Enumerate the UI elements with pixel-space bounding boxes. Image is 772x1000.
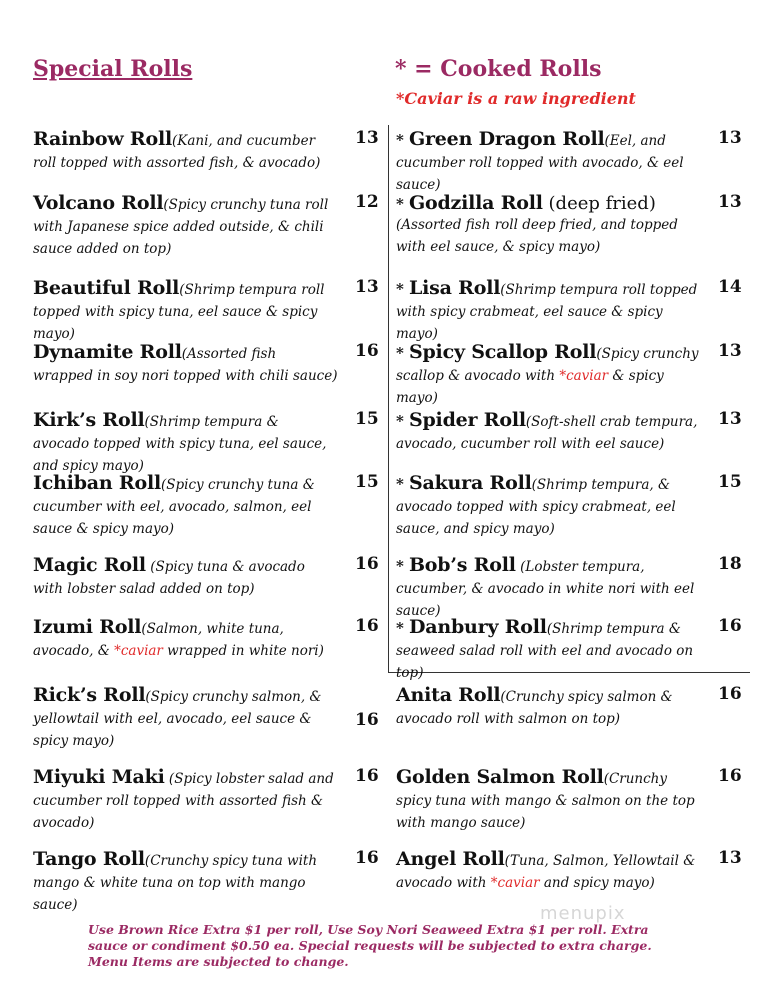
- caviar-note: *Caviar is a raw ingredient: [396, 89, 636, 108]
- watermark: menupix: [540, 903, 626, 924]
- menu-item-golden-salmon-roll: [396, 766, 742, 834]
- menu-item-spicy-scallop-roll: [396, 341, 742, 409]
- cooked-rolls-legend: * = Cooked Rolls: [395, 56, 602, 82]
- caviar-star: *: [559, 368, 567, 384]
- menu-item-magic-roll: [33, 554, 379, 600]
- item-name: Danbury Roll: [408, 616, 547, 638]
- item-price: 13: [355, 277, 379, 297]
- item-description: (Eel, and cucumber roll topped with avocado, & eel sauce): [396, 133, 684, 193]
- item-price: 16: [355, 341, 379, 361]
- item-name: Magic Roll: [33, 554, 146, 576]
- caviar-star: *: [114, 643, 121, 659]
- item-name: Rainbow Roll: [33, 128, 172, 150]
- menu-item-anita-roll: [396, 684, 742, 730]
- cooked-star: *: [396, 475, 404, 493]
- item-price: 13: [718, 341, 742, 361]
- item-price: 12: [355, 192, 379, 212]
- cooked-star: *: [396, 412, 404, 430]
- item-description: (Tuna, Salmon, Yellowtail & avocado with: [396, 853, 696, 891]
- menu-item-ricks-roll: [33, 684, 379, 752]
- cooked-star: *: [396, 619, 404, 637]
- item-description: (Kani, and cucumber roll topped with assorted fish, & avocado): [33, 133, 321, 171]
- menu-item-volcano-roll: [33, 192, 379, 260]
- menu-item-sakura-roll: [396, 472, 742, 540]
- item-name: Kirk’s Roll: [33, 409, 145, 431]
- item-description: (Spicy tuna & avocado with lobster salad added on top): [33, 559, 305, 597]
- column-divider: [388, 125, 389, 673]
- menu-item-danbury-roll: [396, 616, 742, 684]
- menu-item-kirks-roll: [33, 409, 379, 477]
- item-price: 15: [355, 409, 379, 429]
- item-name: Ichiban Roll: [33, 472, 162, 494]
- item-name: Rick’s Roll: [33, 684, 146, 706]
- item-price: 13: [718, 192, 742, 212]
- cooked-star: *: [396, 344, 404, 362]
- menu-item-lisa-roll: [396, 277, 742, 345]
- cooked-star: *: [396, 131, 404, 149]
- caviar-word: caviar: [120, 643, 163, 659]
- item-description: (Assorted fish wrapped in soy nori topped with chili sauce): [33, 346, 338, 384]
- cooked-star: *: [396, 557, 404, 575]
- item-description: (Spicy crunchy scallop & avocado with: [396, 346, 699, 384]
- item-description: (Shrimp tempura & avocado topped with spicy tuna, eel sauce, and spicy mayo): [33, 414, 327, 474]
- item-name: Bob’s Roll: [408, 554, 516, 576]
- item-description: (Crunchy spicy tuna with mango & white tuna on top with mango sauce): [33, 853, 318, 913]
- item-description: (Assorted fish roll deep fried, and topped with eel sauce, & spicy mayo): [396, 217, 678, 255]
- item-description: (Shrimp tempura roll topped with spicy crabmeat, eel sauce & spicy mayo): [396, 282, 698, 342]
- item-price: 13: [718, 409, 742, 429]
- footer-note: Use Brown Rice Extra $1 per roll, Use Soy Nori Seaweed Extra $1 per roll. Extra sauce or condiment $0.50 ea. Special requests will be subjected to extra charge. Menu Items are subjected to change.: [88, 922, 652, 969]
- item-description: (Crunchy spicy tuna with mango & salmon on the top with mango sauce): [396, 771, 695, 831]
- item-name: Anita Roll: [396, 684, 501, 706]
- item-price: 15: [355, 472, 379, 492]
- menu-item-tango-roll: [33, 848, 379, 916]
- item-description: (Shrimp tempura, & avocado topped with spicy crabmeat, eel sauce, and spicy mayo): [396, 477, 676, 537]
- item-name: Miyuki Maki: [33, 766, 165, 788]
- menu-item-godzilla-roll: [396, 192, 742, 258]
- item-name: Lisa Roll: [408, 277, 501, 299]
- item-description-end: & spicy mayo): [396, 368, 664, 406]
- item-price: 16: [355, 766, 379, 786]
- item-name: Sakura Roll: [408, 472, 532, 494]
- item-description: (Spicy crunchy tuna roll with Japanese spice added outside, & chili sauce added on top): [33, 197, 329, 257]
- menu-item-dynamite-roll: [33, 341, 379, 387]
- menu-item-angel-roll: [396, 848, 742, 894]
- item-price: 16: [718, 684, 742, 704]
- item-name: Beautiful Roll: [33, 277, 180, 299]
- item-price: 13: [718, 848, 742, 868]
- item-name: Dynamite Roll: [33, 341, 182, 363]
- item-name: Spider Roll: [408, 409, 526, 431]
- caviar-word: caviar: [497, 875, 540, 891]
- item-description: (Crunchy spicy salmon & avocado roll with salmon on top): [396, 689, 673, 727]
- item-note: (deep fried): [542, 193, 656, 214]
- item-description-end: wrapped in white nori): [162, 643, 324, 659]
- item-price: 16: [355, 848, 379, 868]
- item-price: 18: [718, 554, 742, 574]
- item-name: Volcano Roll: [33, 192, 164, 214]
- item-price: 15: [718, 472, 742, 492]
- menu-item-rainbow-roll: [33, 128, 379, 174]
- item-description-end: and spicy mayo): [539, 875, 655, 891]
- item-description: (Spicy lobster salad and cucumber roll topped with assorted fish & avocado): [33, 771, 334, 831]
- caviar-word: caviar: [566, 368, 609, 384]
- cooked-star: *: [396, 280, 404, 298]
- menu-item-izumi-roll: [33, 616, 379, 662]
- item-name: Green Dragon Roll: [408, 128, 605, 150]
- menu-item-ichiban-roll: [33, 472, 379, 540]
- item-price: 16: [718, 766, 742, 786]
- item-name: Tango Roll: [33, 848, 145, 870]
- item-name: Godzilla Roll: [408, 192, 543, 214]
- menu-item-spider-roll: [396, 409, 742, 455]
- item-name: Spicy Scallop Roll: [408, 341, 597, 363]
- item-description: (Lobster tempura, cucumber, & avocado in white nori with eel sauce): [396, 559, 695, 619]
- item-price: 13: [718, 128, 742, 148]
- cooked-star: *: [396, 195, 404, 213]
- item-description: (Spicy crunchy tuna & cucumber with eel, avocado, salmon, eel sauce & spicy mayo): [33, 477, 315, 537]
- item-name: Golden Salmon Roll: [396, 766, 604, 788]
- item-price: 16: [355, 710, 379, 730]
- menu-item-miyuki-maki: [33, 766, 379, 834]
- item-price: 13: [355, 128, 379, 148]
- item-description: (Shrimp tempura & seaweed salad roll with eel and avocado on top): [396, 621, 694, 681]
- special-rolls-heading: Special Rolls: [33, 56, 193, 82]
- item-price: 16: [718, 616, 742, 636]
- item-description: (Soft-shell crab tempura, avocado, cucumber roll with eel sauce): [396, 414, 698, 452]
- item-description: (Spicy crunchy salmon, & yellowtail with eel, avocado, eel sauce & spicy mayo): [33, 689, 322, 749]
- menu-item-beautiful-roll: [33, 277, 379, 345]
- caviar-star: *: [490, 875, 498, 891]
- item-price: 14: [718, 277, 742, 297]
- menu-item-green-dragon-roll: [396, 128, 742, 196]
- item-description: (Shrimp tempura roll topped with spicy tuna, eel sauce & spicy mayo): [33, 282, 325, 342]
- item-price: 16: [355, 616, 379, 636]
- menu-item-bobs-roll: [396, 554, 742, 622]
- item-name: Izumi Roll: [33, 616, 142, 638]
- item-name: Angel Roll: [396, 848, 505, 870]
- item-price: 16: [355, 554, 379, 574]
- item-description: (Salmon, white tuna, avocado, &: [33, 621, 284, 659]
